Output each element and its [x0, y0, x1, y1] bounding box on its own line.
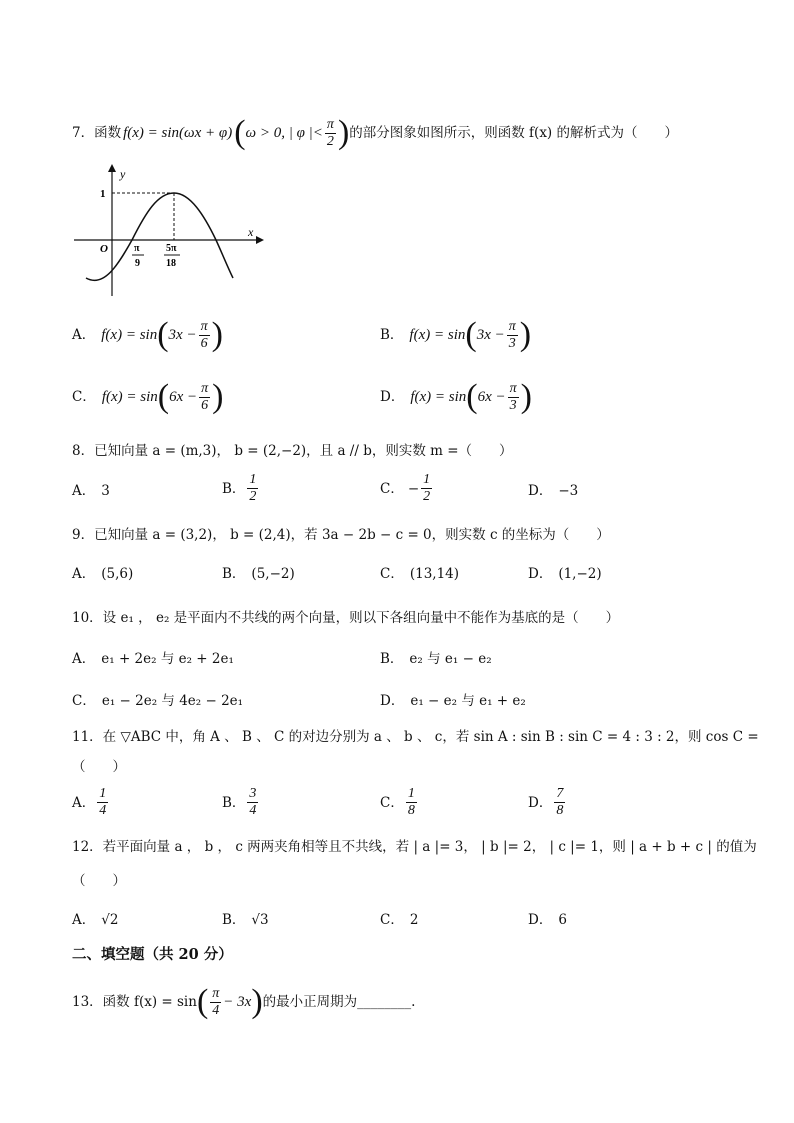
option-letter: A．: [72, 912, 96, 928]
option-letter: C．: [72, 693, 96, 709]
frac-den: 8: [407, 803, 415, 818]
option-text: e₁ − 2e₂ 与 4e₂ − 2e₁: [101, 693, 244, 709]
option-letter: A．: [72, 651, 96, 667]
option-letter: B．: [222, 794, 246, 811]
option-letter: C．: [380, 794, 404, 811]
q7-cond-num: π: [326, 116, 334, 132]
option-letter: B．: [380, 651, 404, 667]
q11-option-c[interactable]: [380, 786, 419, 819]
graph-x-label: x: [248, 225, 254, 239]
frac-num: π: [201, 380, 209, 396]
frac-num: 1: [423, 472, 431, 487]
option-text: √3: [251, 912, 269, 928]
option-letter: C．: [380, 480, 404, 497]
q7-option-d[interactable]: [380, 380, 532, 414]
option-fraction: [199, 319, 210, 352]
option-expr: f(x) = sin: [410, 389, 467, 405]
right-paren: ): [519, 316, 532, 353]
frac-den: 4: [99, 803, 107, 818]
option-text: e₁ − e₂ 与 e₁ + e₂: [410, 693, 526, 709]
frac-den: 6: [200, 335, 208, 351]
frac-num: 1: [99, 786, 107, 801]
q8-option-c[interactable]: [380, 472, 434, 505]
question-8-stem: 8．已知向量 a = (m,3)， b = (2,−2)，且 a // b，则实数 m =（ ）: [72, 443, 513, 459]
option-fraction: [554, 786, 565, 819]
q12-option-a[interactable]: [72, 911, 118, 929]
left-paren: (: [157, 316, 169, 353]
option-text: 3: [101, 483, 110, 499]
question-10-stem: 10．设 e₁ ， e₂ 是平面内不共线的两个向量，则以下各组向量中不能作为基底的是（ ）: [72, 610, 620, 626]
option-letter: B．: [380, 327, 404, 343]
q7-function-expr: f(x) = sin(ωx + φ): [123, 125, 233, 141]
option-fraction: [247, 786, 258, 819]
question-7-stem: [72, 116, 678, 150]
q10-option-b[interactable]: [380, 650, 492, 668]
graph-one-label: 1: [100, 188, 106, 200]
option-letter: A．: [72, 794, 96, 811]
q7-condition: ω > 0, | φ |<: [245, 125, 323, 141]
q11-option-b[interactable]: [222, 786, 260, 819]
frac-num: 1: [249, 472, 257, 487]
q7-right-paren: ): [337, 114, 350, 151]
option-fraction: [508, 381, 519, 414]
option-letter: D．: [528, 566, 553, 582]
q12-option-b[interactable]: [222, 911, 269, 929]
option-body: 6x −: [169, 389, 198, 405]
option-text: −3: [558, 483, 579, 499]
graph-y-label: y: [120, 167, 126, 181]
q8-option-b[interactable]: [222, 472, 260, 505]
frac-den: 4: [249, 803, 257, 818]
option-text: e₁ + 2e₂ 与 e₂ + 2e₁: [101, 651, 234, 667]
option-fraction: [421, 472, 432, 505]
option-letter: D．: [380, 389, 405, 405]
option-text: (1,−2): [558, 566, 602, 582]
q7-prefix: 7．函数: [72, 125, 122, 141]
option-text: (5,6): [101, 566, 134, 582]
option-letter: A．: [72, 327, 96, 343]
option-letter: B．: [222, 480, 246, 497]
q11-option-d[interactable]: [528, 786, 567, 819]
q7-option-a[interactable]: [72, 318, 223, 352]
option-body: 6x −: [477, 389, 506, 405]
graph-tick2-den: 18: [166, 258, 176, 269]
frac-num: 1: [407, 786, 415, 801]
q12-option-d[interactable]: [528, 911, 567, 929]
q9-option-c[interactable]: [380, 565, 459, 583]
option-fraction: [97, 786, 108, 819]
frac-num: π: [212, 985, 220, 1001]
option-fraction: [406, 786, 417, 819]
question-9-stem: 9．已知向量 a = (3,2)， b = (2,4)，若 3a − 2b − c = 0，则实数 c 的坐标为（ ）: [72, 527, 610, 543]
option-text: √2: [101, 912, 119, 928]
q10-option-c[interactable]: [72, 692, 243, 710]
option-fraction: [247, 472, 258, 505]
q7-left-paren: (: [234, 114, 246, 151]
option-letter: C．: [380, 566, 404, 582]
option-letter: D．: [380, 693, 405, 709]
q13-prefix: 13．函数 f(x) = sin: [72, 994, 197, 1010]
q7-condition-fraction: [325, 117, 336, 150]
option-sign: −: [407, 480, 420, 497]
option-fraction: [507, 319, 518, 352]
q7-option-b[interactable]: [380, 318, 531, 352]
graph-tick1-den: 9: [135, 258, 140, 269]
section-heading: 二、填空题（共 20 分）: [72, 946, 233, 963]
frac-num: π: [508, 318, 516, 334]
option-letter: C．: [380, 912, 404, 928]
frac-den: 3: [508, 335, 516, 351]
q13-fraction: [210, 986, 221, 1019]
q7-option-c[interactable]: [72, 380, 224, 414]
q11-option-a[interactable]: [72, 786, 110, 819]
frac-den: 6: [201, 397, 209, 413]
graph-tick1-num: π: [134, 243, 140, 254]
frac-den: 4: [212, 1002, 220, 1018]
option-expr: f(x) = sin: [101, 389, 158, 405]
option-fraction: [199, 381, 210, 414]
graph-tick2-num: 5π: [166, 243, 177, 254]
left-paren: (: [157, 378, 170, 415]
option-letter: D．: [528, 794, 553, 811]
right-paren: ): [211, 316, 223, 353]
left-paren: (: [465, 316, 477, 353]
question-11-paren: （ ）: [72, 759, 126, 775]
q9-option-b[interactable]: [222, 565, 295, 583]
frac-num: 7: [556, 786, 564, 801]
q7-sine-graph: [70, 160, 270, 300]
right-paren: ): [251, 983, 263, 1020]
frac-den: 2: [249, 489, 257, 504]
option-letter: D．: [528, 912, 553, 928]
option-expr: f(x) = sin: [101, 327, 158, 343]
q9-option-a[interactable]: [72, 565, 133, 583]
option-text: 6: [558, 912, 567, 928]
option-letter: B．: [222, 912, 246, 928]
option-text: e₂ 与 e₁ − e₂: [409, 651, 492, 667]
option-body: 3x −: [476, 327, 505, 343]
right-paren: ): [212, 378, 224, 415]
left-paren: (: [466, 378, 478, 415]
frac-den: 8: [556, 803, 564, 818]
q8-option-d[interactable]: [528, 482, 578, 500]
frac-den: 3: [509, 397, 517, 413]
q7-suffix: 的部分图象如图所示，则函数 f(x) 的解析式为（ ）: [349, 125, 678, 141]
question-12-paren: （ ）: [72, 873, 126, 889]
q9-option-d[interactable]: [528, 565, 602, 583]
q8-option-a[interactable]: [72, 482, 110, 500]
frac-num: 3: [249, 786, 257, 801]
option-text: (13,14): [409, 566, 460, 582]
frac-den: 2: [423, 489, 431, 504]
option-letter: A．: [72, 483, 96, 499]
option-text: 2: [409, 912, 419, 928]
q10-option-d[interactable]: [380, 692, 526, 710]
q7-cond-den: 2: [326, 133, 334, 149]
frac-num: π: [509, 380, 517, 396]
question-13: [72, 982, 415, 1022]
option-letter: A．: [72, 566, 96, 582]
right-paren: ): [520, 378, 532, 415]
left-paren: (: [196, 983, 209, 1020]
frac-num: π: [200, 318, 208, 334]
q13-suffix: 的最小正周期为________.: [262, 994, 416, 1010]
option-expr: f(x) = sin: [409, 327, 466, 343]
option-text: (5,−2): [251, 566, 295, 582]
question-12-stem: 12．若平面向量 a ， b ， c 两两夹角相等且不共线，若 | a |= 3， | b |= 2， | c |= 1，则 | a + b + c | 的值为: [72, 839, 757, 855]
q10-option-a[interactable]: [72, 650, 234, 668]
option-body: 3x −: [168, 327, 197, 343]
option-letter: B．: [222, 566, 246, 582]
option-letter: D．: [528, 483, 553, 499]
q12-option-c[interactable]: [380, 911, 418, 929]
q13-mid: − 3x: [223, 994, 252, 1010]
option-letter: C．: [72, 389, 96, 405]
question-11-stem: 11．在 ▽ABC 中，角 A 、 B 、 C 的对边分别为 a 、 b 、 c，若 sin A : sin B : sin C = 4 : 3 : 2，则 cos C =: [72, 729, 759, 745]
graph-origin-label: O: [100, 243, 108, 255]
